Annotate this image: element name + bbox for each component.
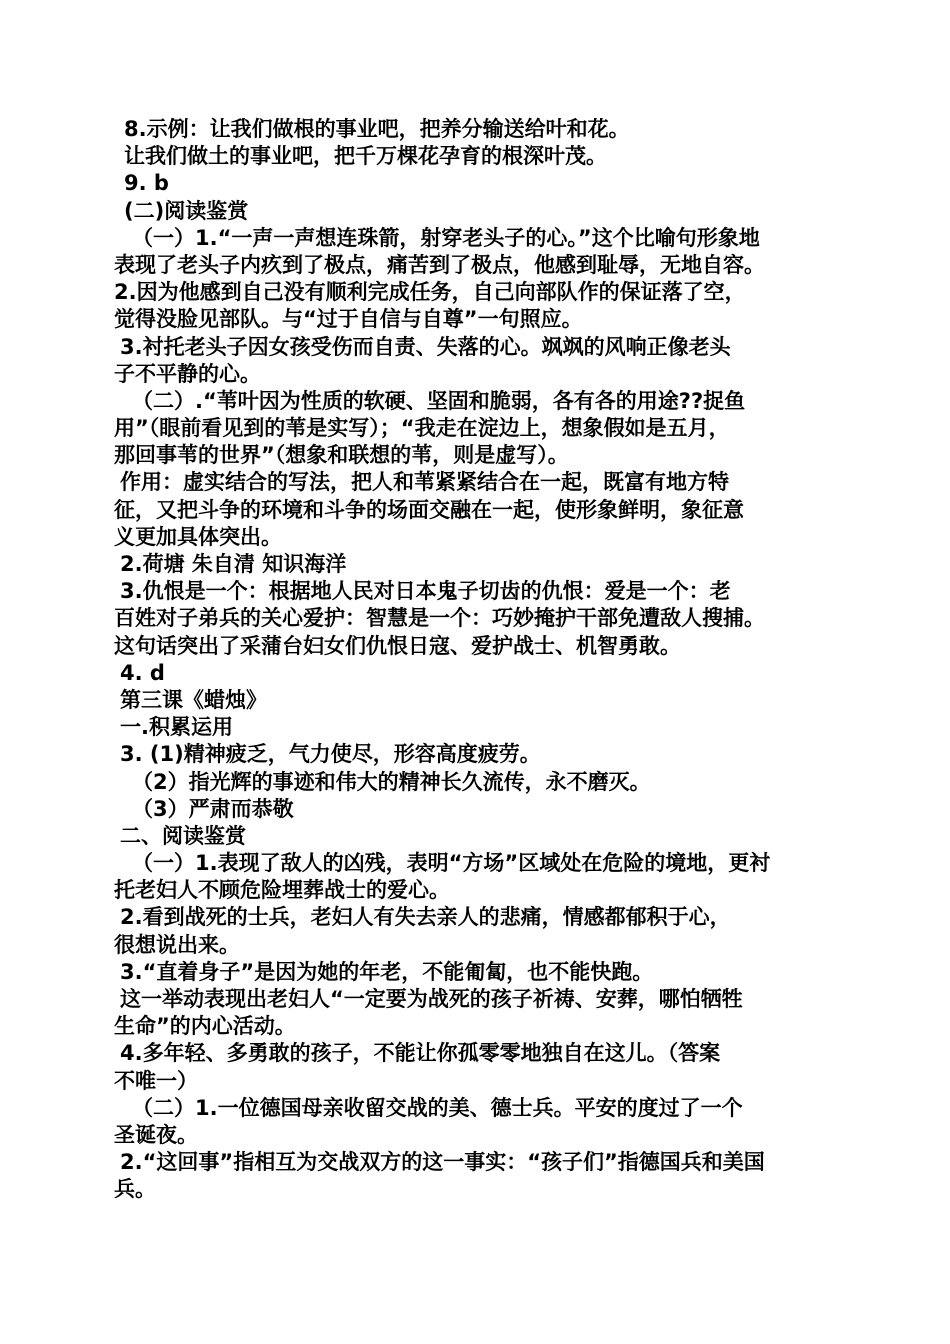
text-line: 3.仇恨是一个：根据地人民对日本鬼子切齿的仇恨：爱是一个：老 <box>120 579 731 604</box>
text-line: 义更加具体突出。 <box>114 524 282 549</box>
lesson-title: 第三课《蜡烛》 <box>120 687 267 712</box>
text-line: 2.因为他感到自己没有顺利完成任务，自己向部队作的保证落了空， <box>114 280 746 305</box>
text-line: 这句话突出了采蒲台妇女们仇恨日寇、爱护战士、机智勇敢。 <box>114 633 681 658</box>
text-line: 百姓对子弟兵的关心爱护：智慧是一个：巧妙掩护干部免遭敌人搜捕。 <box>114 606 765 631</box>
section-heading: 一.积累运用 <box>120 715 233 740</box>
text-line: 生命”的内心活动。 <box>114 1014 296 1039</box>
section-heading: (二)阅读鉴赏 <box>124 198 249 223</box>
text-line: 让我们做土的事业吧，把千万棵花孕育的根深叶茂。 <box>124 144 607 169</box>
text-line: （二）.“苇叶因为性质的软硬、坚固和脆弱，各有各的用途??捉鱼 <box>132 388 746 413</box>
text-line: 子不平静的心。 <box>114 361 261 386</box>
text-line: （一）1.“一声一声想连珠箭，射穿老头子的心。”这个比喻句形象地 <box>132 225 760 250</box>
text-line: 那回事苇的世界”（想象和联想的苇，则是虚写）。 <box>114 443 569 468</box>
text-line: 3.“直着身子”是因为她的年老，不能匍匐，也不能快跑。 <box>120 959 654 984</box>
text-line: （2）指光辉的事迹和伟大的精神长久流传，永不磨灭。 <box>132 769 651 794</box>
answer-text-block <box>114 116 874 1204</box>
text-line: 8.示例：让我们做根的事业吧，把养分输送给叶和花。 <box>124 117 630 141</box>
text-line: 托老妇人不顾危险埋葬战士的爱心。 <box>114 878 450 903</box>
section-heading: 二、阅读鉴赏 <box>120 823 246 848</box>
text-line: 2.“这回事”指相互为交战双方的这一事实：“孩子们”指德国兵和美国 <box>120 1150 765 1175</box>
text-line: 这一举动表现出老妇人“一定要为战死的孩子祈祷、安葬，哪怕牺牲 <box>120 987 743 1011</box>
text-line: 兵。 <box>114 1177 156 1202</box>
text-line: 表现了老头子内疚到了极点，痛苦到了极点，他感到耻辱，无地自容。 <box>114 252 765 277</box>
text-line: 9. b <box>124 171 169 196</box>
text-line: 3. (1)精神疲乏，气力使尽，形容高度疲劳。 <box>120 742 541 767</box>
text-line: 作用：虚实结合的写法，把人和苇紧紧结合在一起，既富有地方特 <box>120 470 729 495</box>
text-line: 征，又把斗争的环境和斗争的场面交融在一起，使形象鲜明，象征意 <box>114 497 744 522</box>
text-line: 觉得没脸见部队。与“过于自信与自尊”一句照应。 <box>114 307 583 332</box>
text-line: 4. d <box>120 660 165 685</box>
text-line: 2.荷塘 朱自清 知识海洋 <box>120 552 347 576</box>
text-line: 圣诞夜。 <box>114 1122 198 1147</box>
text-line: 不唯一） <box>114 1068 198 1093</box>
text-line: （二）1.一位德国母亲收留交战的美、德士兵。平安的度过了一个 <box>132 1095 743 1120</box>
text-line: 2.看到战死的士兵，老妇人有失去亲人的悲痛，情感都郁积于心， <box>120 905 731 930</box>
text-line: （一）1.表现了敌人的凶残，表明“方场”区域处在危险的境地，更衬 <box>132 851 771 876</box>
text-line: 4.多年轻、多勇敢的孩子，不能让你孤零零地独自在这儿。（答案 <box>120 1041 721 1066</box>
text-line: 很想说出来。 <box>114 932 240 957</box>
text-line: （3）严肃而恭敬 <box>132 796 294 821</box>
text-line: 3.衬托老头子因女孩受伤而自责、失落的心。飒飒的风响正像老头 <box>120 334 731 359</box>
text-line: 用”（眼前看见到的苇是实写）；“我走在淀边上，想象假如是五月， <box>114 416 730 441</box>
